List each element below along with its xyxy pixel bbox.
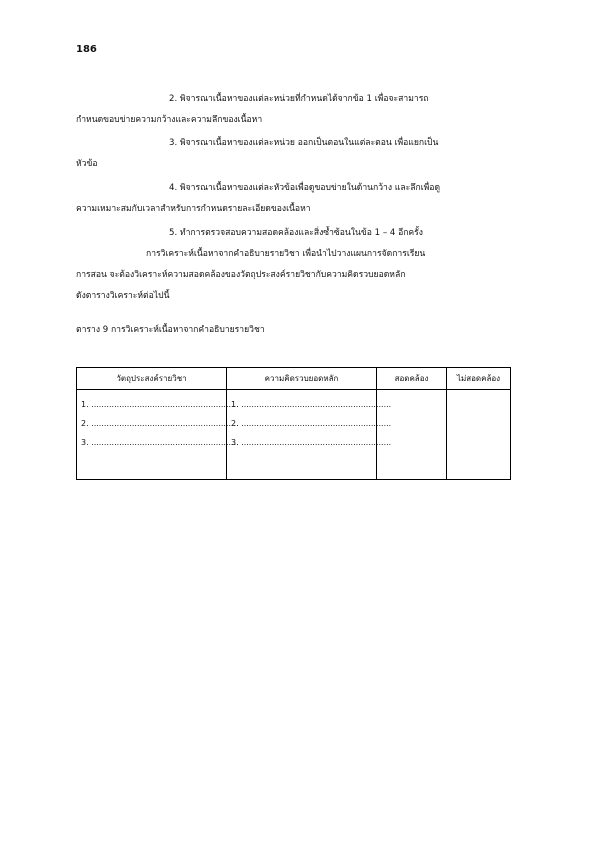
analysis-paragraph [76,244,510,307]
list-item-2 [76,89,510,131]
analysis-paragraph-line-2: การสอน จะต้องวิเคราะห์ความสอดคล้องของวัตถุประสงค์รายวิชากับความคิดรวบยอดหลัก [76,270,406,280]
header-main-concepts: ความคิดรวบยอดหลัก [227,368,377,390]
concept-item-1: 1. ........................................................... [231,400,392,409]
analysis-paragraph-line-3: ดังตารางวิเคราะห์ต่อไปนี้ [76,291,170,301]
list-item-4-line-2: ความเหมาะสมกับเวลาสำหรับการกำหนดรายละเอียดของเนื้อหา [76,204,311,214]
objective-item-3: 3. .......................................................... [81,438,239,447]
list-item-3-line-2: หัวข้อ [76,159,98,169]
concept-item-2: 2. ........................................................... [231,419,392,428]
objective-item-1: 1. .......................................................... [81,400,239,409]
concept-item-3: 3. ........................................................... [231,438,392,447]
table-row [77,390,511,480]
list-item-2-line-1: 2. พิจารณาเนื้อหาของแต่ละหน่วยที่กำหนดได้จากข้อ 1 เพื่อจะสามารถ [169,94,429,104]
list-item-3-line-1: 3. พิจารณาเนื้อหาของแต่ละหน่วย ออกเป็นตอนในแต่ละตอน เพื่อแยกเป็น [169,138,439,148]
list-item-3 [76,133,510,175]
list-item-2-line-2: กำหนดขอบข่ายความกว้างและความลึกของเนื้อหา [76,115,263,125]
header-course-objectives: วัตถุประสงค์รายวิชา [77,368,227,390]
objectives-cell [77,390,239,480]
content-analysis-table [76,367,511,480]
inconsistent-cell [447,390,511,480]
analysis-paragraph-line-1: การวิเคราะห์เนื้อหาจากคำอธิบายรายวิชา เพื่อนำไปวางแผนการจัดการเรียน [146,249,426,259]
header-consistent: สอดคล้อง [377,368,447,390]
list-item-5-line-1: 5. ทำการตรวจสอบความสอดคล้องและสิ่งซ้ำซ้อนในข้อ 1 – 4 อีกครั้ง [169,228,423,238]
list-item-5 [76,223,510,244]
list-item-4 [76,178,510,220]
objective-item-2: 2. .......................................................... [81,419,239,428]
list-item-4-line-1: 4. พิจารณาเนื้อหาของแต่ละหัวข้อเพื่อดูขอบข่ายในด้านกว้าง และลึกเพื่อดู [169,183,441,193]
concepts-cell [227,390,392,480]
table-header-row [77,368,511,390]
table-caption: ตาราง 9 การวิเคราะห์เนื้อหาจากคำอธิบายรายวิชา [76,325,265,335]
header-inconsistent: ไม่สอดคล้อง [447,368,511,390]
page-number: 186 [76,44,97,55]
